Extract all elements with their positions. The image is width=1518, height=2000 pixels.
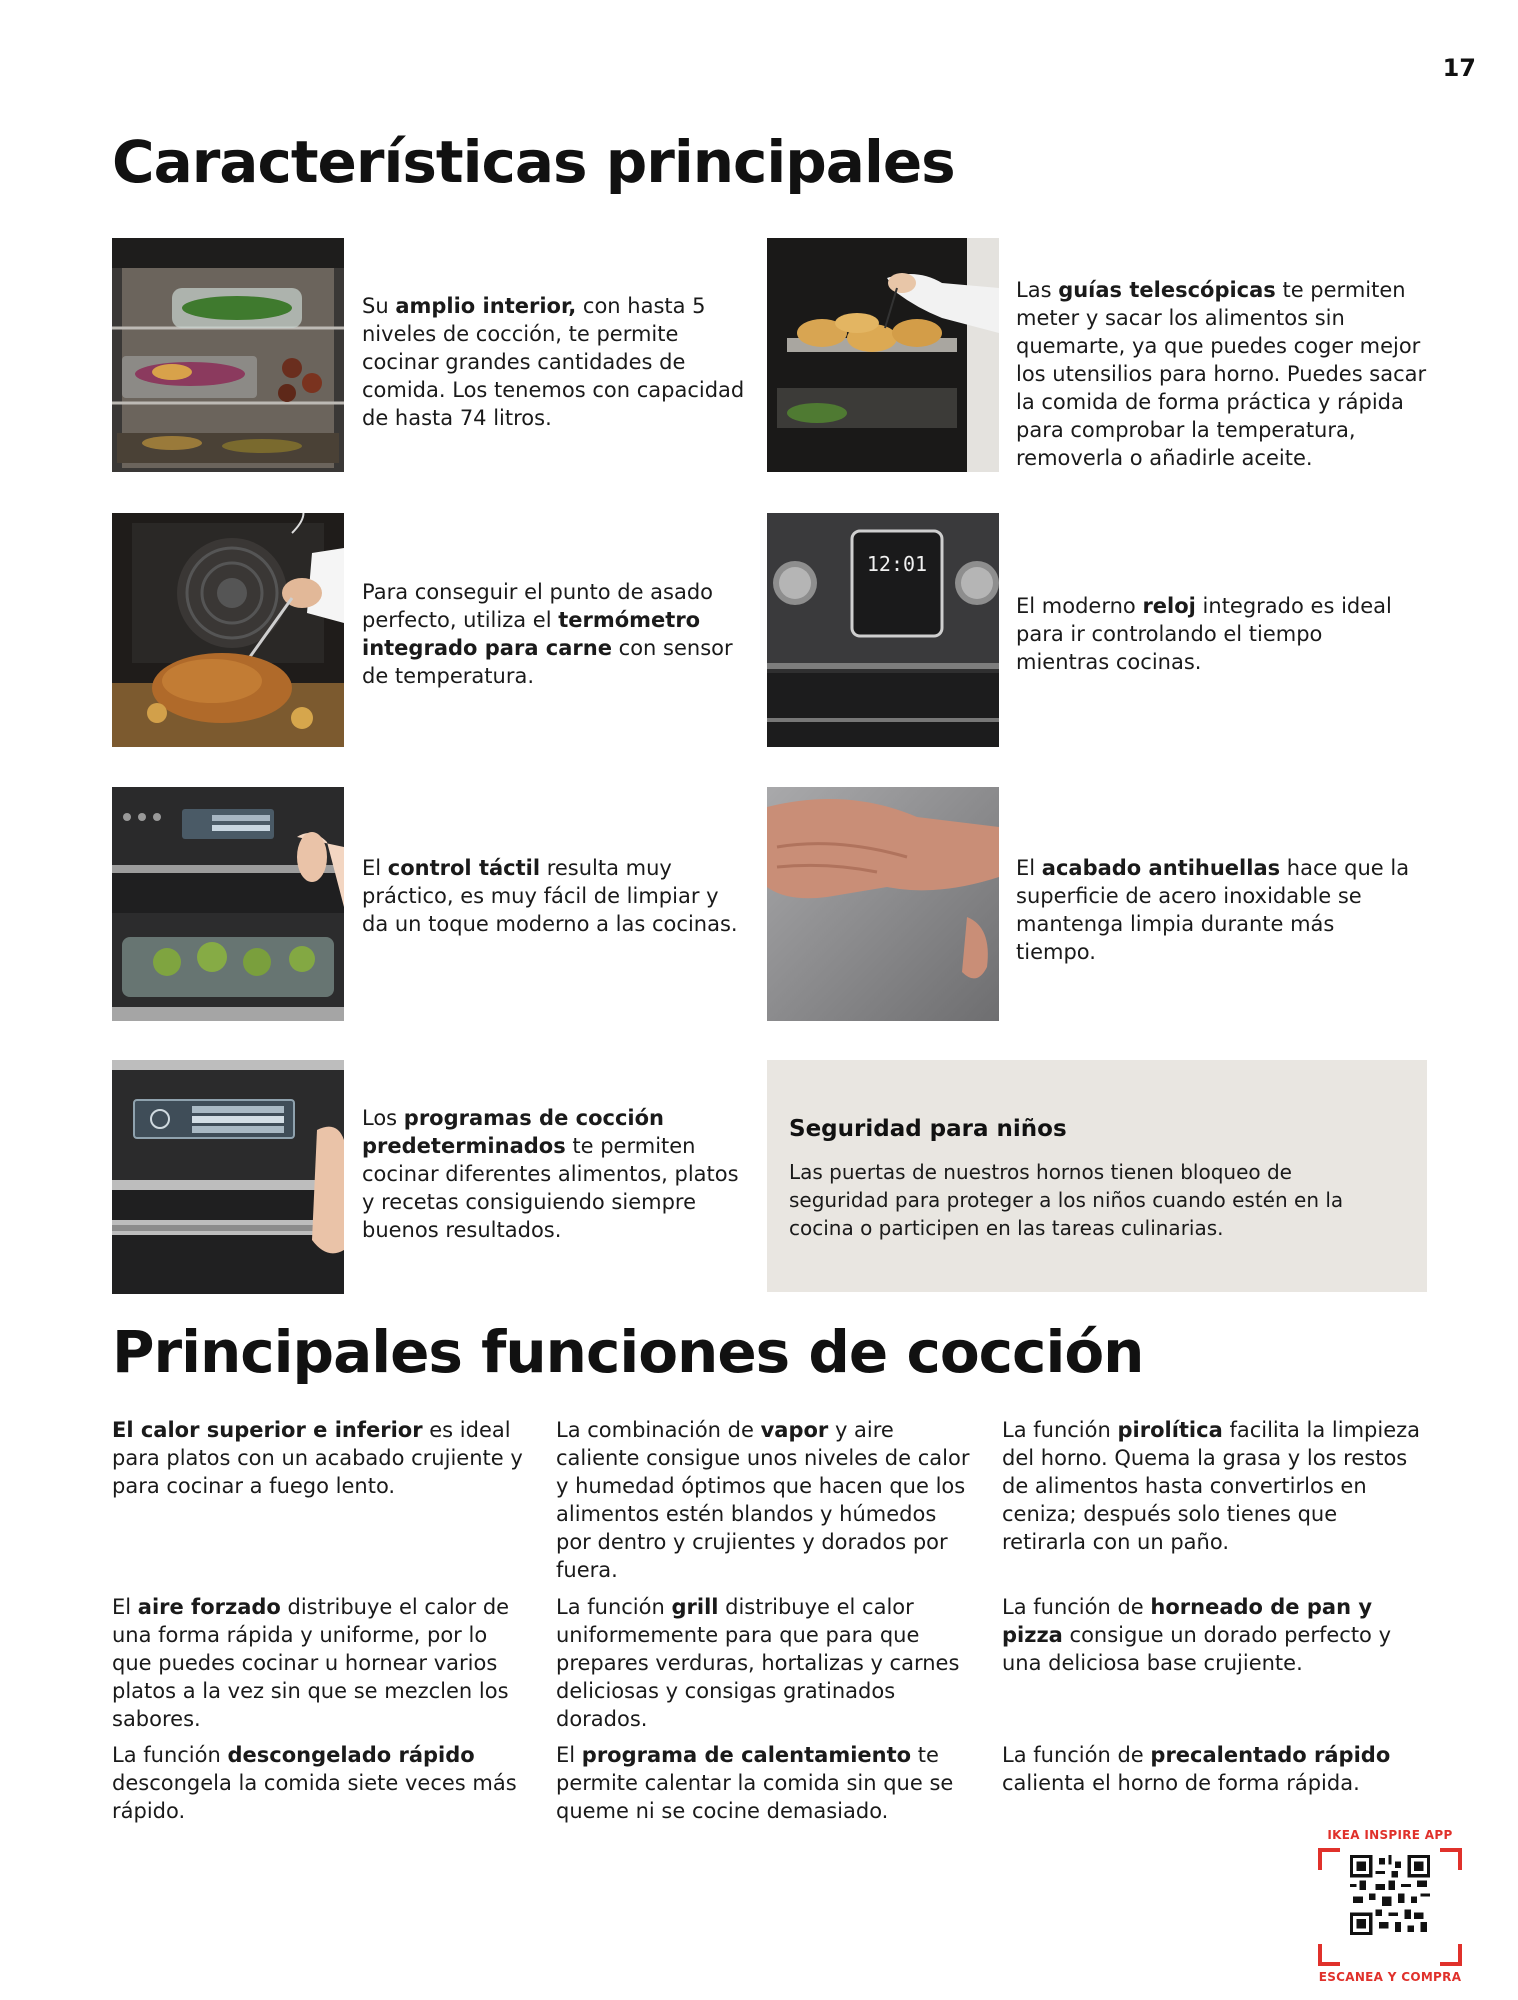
- page-number: 17: [1442, 54, 1476, 82]
- feature-text-telescopic-rails: Las guías telescópicas te permiten meter y sacar los alimentos sin quemarte, ya que puedes coger mejor los utensilios para horno. Puedes sacar la comida de forma práctica y rápida para comprobar la temperatura, removerla o añadirle aceite.: [1016, 278, 1427, 470]
- section-title-cooking-functions: Principales funciones de cocción: [112, 1318, 1144, 1386]
- oven-clock-digits: 12:01: [866, 552, 928, 576]
- telescopic-rails-image: [767, 238, 999, 472]
- oven-interior-image: [112, 238, 344, 472]
- ikea-app-qr-block[interactable]: [1310, 1828, 1470, 1988]
- anti-fingerprint-image: [767, 787, 999, 1021]
- function-pyrolytic: La función pirolítica facilita la limpieza del horno. Quema la grasa y los restos de alimentos hasta convertirlos en ceniza; después solo tienes que retirarla con un paño.: [1002, 1418, 1421, 1554]
- function-quick-preheat: La función de precalentado rápido calienta el horno de forma rápida.: [1002, 1743, 1391, 1795]
- function-top-bottom-heat: El calor superior e inferior es ideal para platos con un acabado crujiente y para cocinar a fuego lento.: [112, 1418, 523, 1498]
- child-safety-body: Las puertas de nuestros hornos tienen bloqueo de seguridad para proteger a los niños cuando estén en la cocina o participen en las tareas culinarias.: [789, 1160, 1344, 1240]
- feature-text-meat-thermometer: Para conseguir el punto de asado perfecto, utiliza el termómetro integrado para carne con sensor de temperatura.: [362, 580, 733, 688]
- feature-text-touch-control: El control táctil resulta muy práctico, es muy fácil de limpiar y da un toque moderno a las cocinas.: [362, 856, 738, 936]
- function-steam: La combinación de vapor y aire caliente consigue unos niveles de calor y humedad óptimos que hacen que los alimentos estén blandos y húmedos por dentro y crujientes y dorados por fuera.: [556, 1418, 970, 1582]
- feature-text-anti-fingerprint: El acabado antihuellas hace que la superficie de acero inoxidable se mantenga limpia durante más tiempo.: [1016, 856, 1410, 964]
- child-safety-title: Seguridad para niños: [789, 1116, 1067, 1142]
- meat-thermometer-image: [112, 513, 344, 747]
- function-forced-air: El aire forzado distribuye el calor de una forma rápida y uniforme, por lo que puedes cocinar u hornear varios platos a la vez sin que se mezclen los sabores.: [112, 1595, 510, 1731]
- feature-text-clock: El moderno reloj integrado es ideal para ir controlando el tiempo mientras cocinas.: [1016, 594, 1392, 674]
- function-grill: La función grill distribuye el calor uniformemente para que para que prepares verduras, hortalizas y carnes deliciosas y consigas gratinados dorados.: [556, 1595, 960, 1731]
- feature-text-preset-programs: Los programas de cocción predeterminados te permiten cocinar diferentes alimentos, platos y recetas consiguiendo siempre buenos resultados.: [362, 1106, 739, 1242]
- section-title-main-features: Características principales: [112, 128, 955, 196]
- function-quick-defrost: La función descongelado rápido descongela la comida siete veces más rápido.: [112, 1743, 517, 1823]
- touch-control-image: [112, 787, 344, 1021]
- qr-label-bottom: ESCANEA Y COMPRA: [1318, 1970, 1462, 1984]
- function-bread-pizza: La función de horneado de pan y pizza consigue un dorado perfecto y una deliciosa base crujiente.: [1002, 1595, 1392, 1675]
- feature-text-interior: Su amplio interior, con hasta 5 niveles de cocción, te permite cocinar grandes cantidades de comida. Los tenemos con capacidad de hasta 74 litros.: [362, 294, 745, 430]
- qr-code-icon[interactable]: [1350, 1855, 1430, 1935]
- child-safety-box: [767, 1060, 1427, 1292]
- preset-programs-image: [112, 1060, 344, 1294]
- qr-label-top: IKEA INSPIRE APP: [1327, 1828, 1453, 1842]
- oven-clock-image: [767, 513, 999, 747]
- function-warming-program: El programa de calentamiento te permite calentar la comida sin que se queme ni se cocine demasiado.: [556, 1743, 954, 1823]
